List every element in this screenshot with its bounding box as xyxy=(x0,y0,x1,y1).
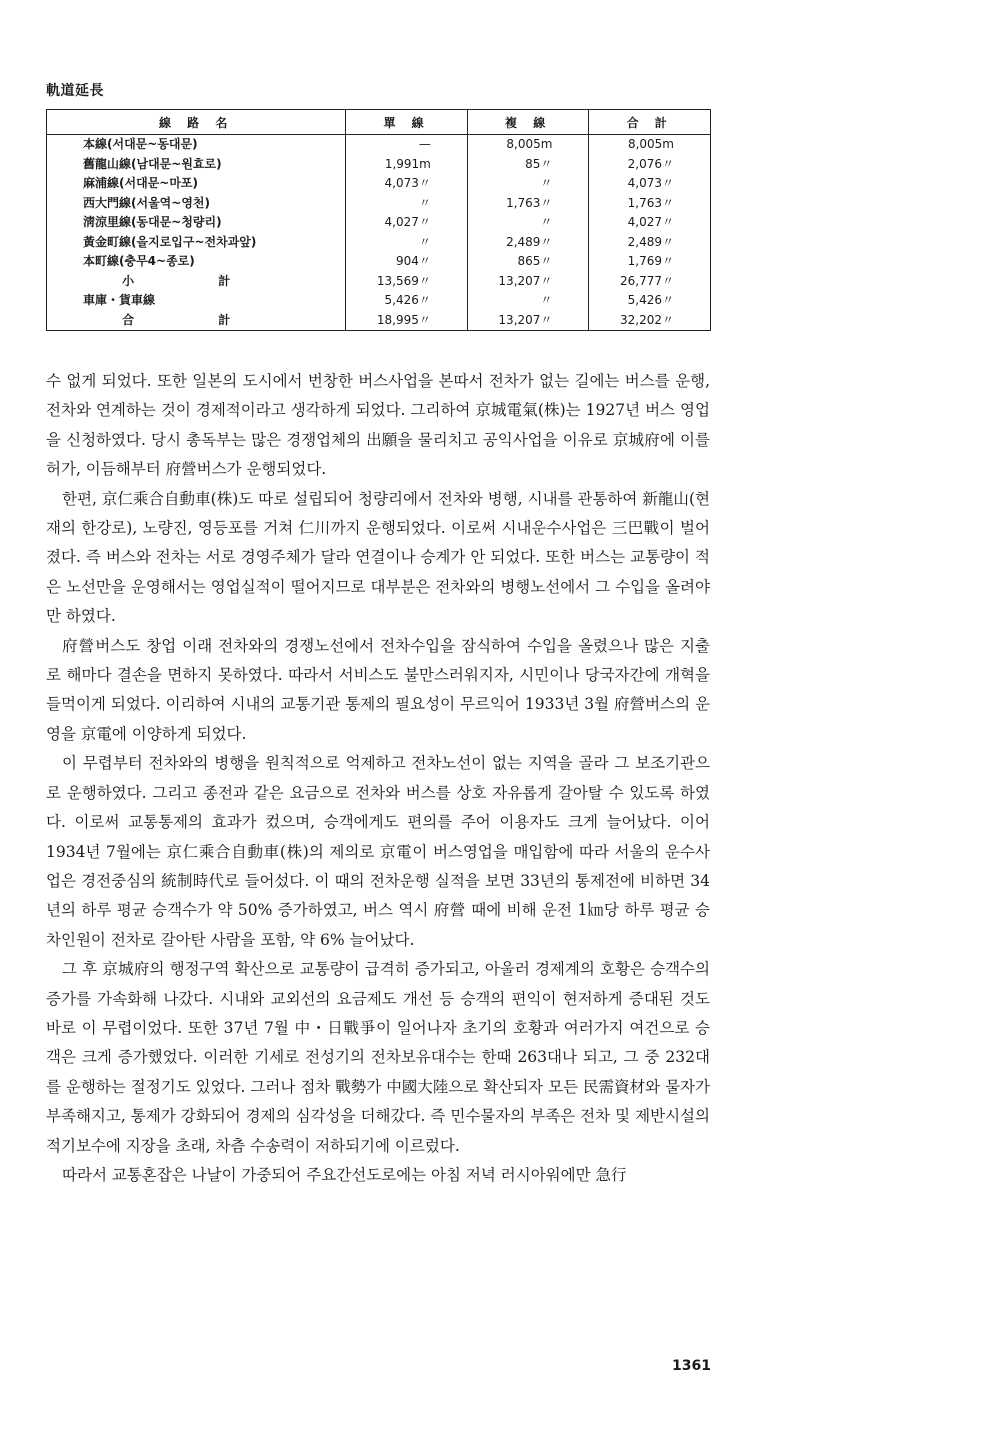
table-subtotal-row xyxy=(47,272,711,292)
row-single: 1,991m xyxy=(346,155,468,175)
table-row xyxy=(47,135,711,155)
row-line-name: 舊龍山線(남대문~원효로) xyxy=(47,155,346,175)
header-line-name: 線 路 名 xyxy=(47,110,346,135)
row-double: 85〃 xyxy=(467,155,589,175)
row-double: 8,005m xyxy=(467,135,589,155)
table-header-row xyxy=(47,110,711,135)
row-double: 〃 xyxy=(467,213,589,233)
total-label: 合 計 xyxy=(47,311,346,331)
paragraph: 府營버스도 창업 이래 전차와의 경쟁노선에서 전차수입을 잠식하여 수입을 올렸으나 많은 지출로 해마다 결손을 면하지 못하였다. 따라서 서비스도 불만스러워지자, 시민이나 당국자간에 개혁을 들먹이게 되었다. 이리하여 시내의 교통기관 통제의 필요성이 무르익어 1933년 3월 府營버스의 운영을 京電에 이양하게 되었다. xyxy=(46,636,710,743)
row-total: 1,769〃 xyxy=(589,252,711,272)
header-total: 合 計 xyxy=(589,110,711,135)
row-total: 4,073〃 xyxy=(589,174,711,194)
row-total: 5,426〃 xyxy=(589,291,711,311)
row-double: 〃 xyxy=(467,291,589,311)
row-total: 32,202〃 xyxy=(589,311,711,331)
row-double: 865〃 xyxy=(467,252,589,272)
row-double: 1,763〃 xyxy=(467,194,589,214)
row-line-name: 黃金町線(을지로입구~전차과앞) xyxy=(47,233,346,253)
header-double: 複 線 xyxy=(467,110,589,135)
row-total: 1,763〃 xyxy=(589,194,711,214)
row-line-name: 淸涼里線(동대문~청량리) xyxy=(47,213,346,233)
paragraph: 그 후 京城府의 행정구역 확산으로 교통량이 급격히 증가되고, 아울러 경제계의 호황은 승객수의 증가를 가속화해 나갔다. 시내와 교외선의 요금제도 개선 등 승객의 편익이 현저하게 증대된 것도 바로 이 무렵이었다. 또한 37년 7월 中・日戰爭이 일어나자 초기의 호황과 여러가지 여건으로 승객은 크게 증가했었다. 이러한 기세로 전성기의 전차보유대수는 한때 263대나 되고, 그 중 232대를 운행하는 절정기도 있었다. 그러나 점차 戰勢가 中國大陸으로 확산되자 모든 民需資材와 물자가 부족해지고, 통제가 강화되어 경제의 심각성을 더해갔다. 즉 민수물자의 부족은 전차 및 제반시설의 적기보수에 지장을 초래, 차츰 수송력이 저하되기에 이르렀다. xyxy=(46,960,710,1155)
row-line-name: 麻浦線(서대문~마포) xyxy=(47,174,346,194)
table-row xyxy=(47,252,711,272)
paragraph: 이 무렵부터 전차와의 병행을 원칙적으로 억제하고 전차노선이 없는 지역을 골라 그 보조기관으로 운행하였다. 그리고 종전과 같은 요금으로 전차와 버스를 상호 자유롭게 갈아탈 수 있도록 하였다. 이로써 교통통제의 효과가 컸으며, 승객에게도 편의를 주어 이용자도 크게 늘어났다. 이어 1934년 7월에는 京仁乘合自動車(株)의 제의로 京電이 버스영업을 매입함에 따라 서울의 운수사업은 경전중심의 統制時代로 들어섰다. 이 때의 전차운행 실적을 보면 33년의 통제전에 비하면 34년의 하루 평균 승객수가 약 50% 증가하였고, 버스 역시 府營 때에 비해 운전 1㎞당 하루 평균 승차인원이 전차로 갈아탄 사람을 포함, 약 6% 늘어났다. xyxy=(46,754,710,949)
row-single: 904〃 xyxy=(346,252,468,272)
row-single: 4,073〃 xyxy=(346,174,468,194)
row-line-name: 本町線(충무4~종로) xyxy=(47,252,346,272)
row-double: 13,207〃 xyxy=(467,272,589,292)
table-row xyxy=(47,174,711,194)
table-row xyxy=(47,291,711,311)
row-total: 26,777〃 xyxy=(589,272,711,292)
row-line-name: 本線(서대문~동대문) xyxy=(47,135,346,155)
row-single: 18,995〃 xyxy=(346,311,468,331)
body-text xyxy=(46,367,710,1190)
table-row xyxy=(47,233,711,253)
paragraph: 한편, 京仁乘合自動車(株)도 따로 설립되어 청량리에서 전차와 병행, 시내를 관통하여 新龍山(현재의 한강로), 노량진, 영등포를 거쳐 仁川까지 운행되었다. 이로써 시내운수사업은 三巴戰이 벌어졌다. 즉 버스와 전차는 서로 경영주체가 달라 연결이나 승계가 안 되었다. 또한 버스는 교통량이 적은 노선만을 운영해서는 영업실적이 떨어지므로 대부분은 전차와의 병행노선에서 그 수입을 올려야만 하였다. xyxy=(46,489,710,626)
row-single: 〃 xyxy=(346,233,468,253)
page-number: 1361 xyxy=(672,1358,711,1374)
row-total: 4,027〃 xyxy=(589,213,711,233)
track-length-table xyxy=(46,109,711,331)
header-single: 單 線 xyxy=(346,110,468,135)
row-total: 8,005m xyxy=(589,135,711,155)
row-double: 13,207〃 xyxy=(467,311,589,331)
table-row xyxy=(47,155,711,175)
row-double: 2,489〃 xyxy=(467,233,589,253)
row-line-name: 西大門線(서울역~영천) xyxy=(47,194,346,214)
row-single: 5,426〃 xyxy=(346,291,468,311)
section-title: 軌道延長 xyxy=(46,83,104,99)
row-single: — xyxy=(346,135,468,155)
table-total-row xyxy=(47,311,711,331)
row-total: 2,489〃 xyxy=(589,233,711,253)
row-single: 〃 xyxy=(346,194,468,214)
subtotal-label: 小 計 xyxy=(47,272,346,292)
row-single: 4,027〃 xyxy=(346,213,468,233)
row-double: 〃 xyxy=(467,174,589,194)
paragraph: 따라서 교통혼잡은 나날이 가중되어 주요간선도로에는 아침 저녁 러시아워에만 急行 xyxy=(62,1165,627,1184)
paragraph: 수 없게 되었다. 또한 일본의 도시에서 번창한 버스사업을 본따서 전차가 없는 길에는 버스를 운행, 전차와 연계하는 것이 경제적이라고 생각하게 되었다. 그리하여 京城電氣(株)는 1927년 버스 영업을 신청하였다. 당시 총독부는 많은 경쟁업체의 出願을 물리치고 공익사업을 이유로 京城府에 이를 허가, 이듬해부터 府營버스가 운행되었다. xyxy=(46,372,710,479)
table-row xyxy=(47,213,711,233)
table-row xyxy=(47,194,711,214)
row-single: 13,569〃 xyxy=(346,272,468,292)
row-total: 2,076〃 xyxy=(589,155,711,175)
row-line-name: 車庫・貨車線 xyxy=(47,291,346,311)
